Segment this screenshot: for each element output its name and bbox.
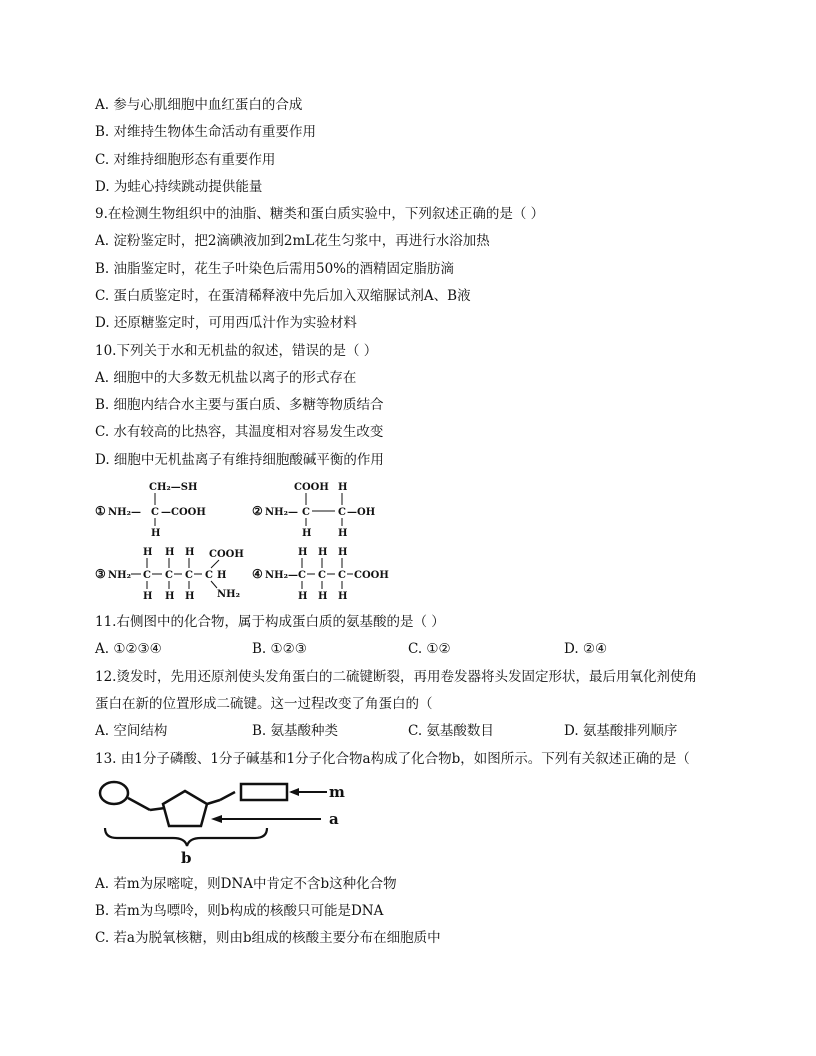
c2-carboxyl-group: COOH xyxy=(294,482,329,493)
c3-h-top-1: H xyxy=(143,547,153,558)
c2-carbon-1: C xyxy=(302,507,310,518)
pentose-sugar-pentagon xyxy=(163,791,207,826)
c3-carboxyl-group: COOH xyxy=(209,549,244,560)
c3-carbon-2: C xyxy=(165,570,173,581)
label-b: b xyxy=(181,849,192,867)
q13-option-c: C. 若a为脱氧核糖，则由b组成的核酸主要分布在细胞质中 xyxy=(95,930,441,946)
c4-h-top-2: H xyxy=(318,547,328,558)
q12-option-a: A. 空间结构 xyxy=(95,723,168,739)
q10-option-a: A. 细胞中的大多数无机盐以离子的形式存在 xyxy=(95,370,357,386)
c2-bottom-h-1: H xyxy=(302,528,312,539)
q12-stem-line2: 蛋白在新的位置形成二硫键。这一过程改变了角蛋白的（ xyxy=(95,696,433,712)
q13-option-a: A. 若m为尿嘧啶，则DNA中肯定不含b这种化合物 xyxy=(95,876,397,892)
q12-option-d: D. 氨基酸排列顺序 xyxy=(564,723,678,739)
c4-carbon-3: C xyxy=(338,570,346,581)
c4-h-bottom-2: H xyxy=(318,591,328,602)
c4-carbon-2: C xyxy=(318,570,326,581)
c2-number: ② xyxy=(252,504,263,518)
q12-option-c: C. 氨基酸数目 xyxy=(408,723,494,739)
c4-h-bottom-3: H xyxy=(338,591,348,602)
q8-option-b: B. 对维持生物体生命活动有重要作用 xyxy=(95,124,317,140)
c3-amino-group: NH₂ xyxy=(108,570,131,581)
c4-h-top-1: H xyxy=(298,547,308,558)
base-rectangle xyxy=(241,784,287,800)
q10-option-c: C. 水有较高的比热容，其温度相对容易发生改变 xyxy=(95,424,384,440)
q9-option-b: B. 油脂鉴定时，花生子叶染色后需用50%的酒精固定脂肪滴 xyxy=(95,261,455,277)
q8-option-c: C. 对维持细胞形态有重要作用 xyxy=(95,152,276,168)
c2-amino-group: NH₂— xyxy=(265,507,298,518)
nucleotide-diagram xyxy=(95,774,365,869)
c4-h-top-3: H xyxy=(338,547,348,558)
q10-option-b: B. 细胞内结合水主要与蛋白质、多糖等物质结合 xyxy=(95,397,384,413)
q11-option-a: A. ①②③④ xyxy=(95,641,162,657)
q9-option-c: C. 蛋白质鉴定时，在蛋清稀释液中先后加入双缩脲试剂A、B液 xyxy=(95,288,471,304)
phosphate-circle xyxy=(100,782,128,804)
c4-carbon-1: C xyxy=(298,570,306,581)
c2-bottom-h-2: H xyxy=(338,528,348,539)
c4-amino-group: NH₂— xyxy=(265,570,298,581)
q9-option-d: D. 还原糖鉴定时，可用西瓜汁作为实验材料 xyxy=(95,315,357,331)
label-m: m xyxy=(329,783,345,801)
c1-bottom-h: H xyxy=(151,528,161,539)
c2-hydroxyl-group: —OH xyxy=(347,507,376,518)
q11-option-b: B. ①②③ xyxy=(252,641,307,657)
q10-stem: 10.下列关于水和无机盐的叙述，错误的是（ ） xyxy=(95,343,378,359)
c2-top-h: H xyxy=(338,482,348,493)
c1-carboxyl-group: —COOH xyxy=(161,507,206,518)
q10-option-d: D. 细胞中无机盐离子有维持细胞酸碱平衡的作用 xyxy=(95,452,384,468)
c1-number: ① xyxy=(95,504,106,518)
c3-side-amino-group: NH₂ xyxy=(217,589,240,600)
q11-stem: 11.右侧图中的化合物，属于构成蛋白质的氨基酸的是（ ） xyxy=(95,614,445,630)
c1-top-group: CH₂—SH xyxy=(149,482,198,493)
q11-option-c: C. ①② xyxy=(408,641,451,657)
c1-alpha-carbon: C xyxy=(151,507,159,518)
label-a: a xyxy=(329,810,339,828)
c3-h-bottom-2: H xyxy=(165,591,175,602)
q13-option-b: B. 若m为鸟嘌呤，则b构成的核酸只可能是DNA xyxy=(95,903,384,919)
c4-carboxyl-group: COOH xyxy=(354,570,389,581)
q12-option-b: B. 氨基酸种类 xyxy=(252,723,339,739)
c2-carbon-2: C xyxy=(338,507,346,518)
amino-acid-figure xyxy=(95,478,405,608)
c3-h-bottom-3: H xyxy=(185,591,195,602)
c1-amino-group: NH₂— xyxy=(108,507,141,518)
c3-carbon-3: C xyxy=(185,570,193,581)
c4-h-bottom-1: H xyxy=(298,591,308,602)
q8-option-a: A. 参与心肌细胞中血红蛋白的合成 xyxy=(95,97,303,113)
q12-stem-line1: 12.烫发时，先用还原剂使头发角蛋白的二硫键断裂，再用卷发器将头发固定形状，最后用氧化剂使角 xyxy=(95,669,697,685)
q11-option-d: D. ②④ xyxy=(564,641,608,657)
c3-carbon-1: C xyxy=(143,570,151,581)
c3-carbon-4: C xyxy=(205,570,213,581)
q9-stem: 9.在检测生物组织中的油脂、糖类和蛋白质实验中，下列叙述正确的是（ ） xyxy=(95,206,545,222)
brace-b xyxy=(105,828,267,846)
c3-h-bottom-1: H xyxy=(143,591,153,602)
q8-option-d: D. 为蛙心持续跳动提供能量 xyxy=(95,179,263,195)
c3-h-right: H xyxy=(217,570,227,581)
c3-number: ③ xyxy=(95,567,106,581)
q13-stem: 13. 由1分子磷酸、1分子碱基和1分子化合物a构成了化合物b，如图所示。下列有关叙述正确的是（ xyxy=(95,751,690,767)
c4-number: ④ xyxy=(252,567,263,581)
q9-option-a: A. 淀粉鉴定时，把2滴碘液加到2mL花生匀浆中，再进行水浴加热 xyxy=(95,233,490,249)
c3-h-top-2: H xyxy=(165,547,175,558)
c3-h-top-3: H xyxy=(185,547,195,558)
